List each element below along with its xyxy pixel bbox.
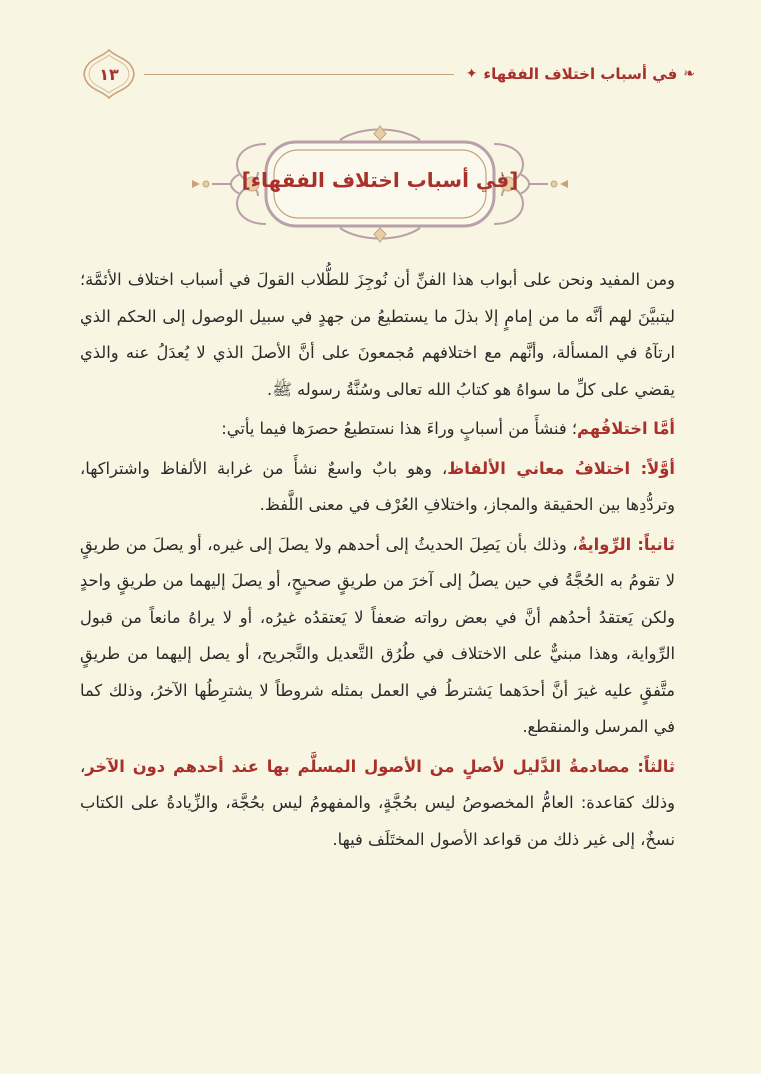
page-number: ١٣: [99, 64, 119, 84]
page-number-medallion: [80, 48, 138, 100]
paragraph-body: ، وذلك كقاعدة: العامُّ المخصوصُ ليس بحُجَّةٍ، والمفهومُ ليس بحُجَّة، والزِّيادةُ على الكتاب نسخٌ، إلى غير ذلك من قواعد الأصول المختَلَف فيها.: [80, 756, 675, 849]
paragraph-intro: ومن المفيد ونحن على أبواب هذا الفنِّ أن نُوجِزَ للطُّلاب القولَ في أسباب اختلاف الأئمَّة؛ ليتبيَّنَ لهم أنَّه ما من إمامٍ إلا بذلَ ما يستطيعُ من جهدٍ في سبيل الوصول إلى الحكم الذي ارتآهُ في المسألة، وأنَّهم مع اختلافهم مُجمعونَ على أنَّ الأصلَ الذي لا يُعدَلُ عنه والذي يقضي على كلِّ ما سواهُ هو كتابُ الله تعالى وسُنَّةُ رسوله ﷺ.: [80, 270, 675, 399]
paragraph-differences: [80, 411, 675, 448]
paragraph-body: ؛ فنشأَ من أسبابٍ وراءَ هذا نستطيعُ حصرَها فيما يأتي:: [221, 419, 578, 438]
header-ornament-icon: ❧: [683, 66, 695, 82]
paragraph-lead: أوَّلاً: اختلافُ معاني الألفاظ: [447, 458, 675, 478]
paragraph-third-reason: [80, 749, 675, 859]
paragraph-body: ، وهو بابٌ واسعٌ نشأَ من غرابة الألفاظ واشتراكها، وتردُّدِها بين الحقيقة والمجاز، واختلافِ العُرْف في معنى اللَّفظ.: [80, 458, 675, 514]
paragraph-second-reason: [80, 527, 675, 746]
paragraph-lead: ثانياً: الرِّوايةُ: [577, 534, 675, 554]
running-title: في أسباب اختلاف الفقهاء: [483, 65, 678, 83]
paragraph-first-reason: [80, 451, 675, 524]
chapter-title-frame: [170, 122, 590, 246]
body-text: [80, 262, 675, 861]
paragraph-body: ، وذلك بأن يَصِلَ الحديثُ إلى أحدهم ولا يصلَ إلى غيره، أو يصلَ من طريقٍ لا تقومُ به الحُجَّةُ في حين يصلُ إلى آخرَ من طريقٍ صحيحٍ، أو يصلَ إليهما من طريقٍ واحدٍ ولكن يَعتقدُ أحدُهم أنَّ في بعض رواته ضعفاً لا يَعتقدُه غيرُه، أو لا يراهُ مانعاً من قبول الرِّواية، وهذا مبنيٌّ على الاختلاف في طُرُق التَّعديل والتَّجريح، أو يصل إليهما من طريقٍ متَّفقٍ عليه غيرَ أنَّ أحدَهما يَشترطُ في العمل بمثله شروطاً لا يشترِطُها الآخرُ، وذلك كما في المرسل والمنقطع.: [80, 534, 675, 736]
header-rule: [144, 74, 454, 75]
paragraph-lead: ثالثاً: مصادمةُ الدَّليل لأصلٍ من الأصول المسلَّم بها عند أحدهم دون الآخر: [85, 756, 675, 776]
header-ornament-icon: ✦: [465, 66, 478, 82]
running-header: [80, 48, 701, 100]
paragraph-lead: أمَّا اختلافُهم: [577, 419, 675, 438]
chapter-title: [في أسباب اختلاف الفقهاء]: [241, 168, 519, 192]
